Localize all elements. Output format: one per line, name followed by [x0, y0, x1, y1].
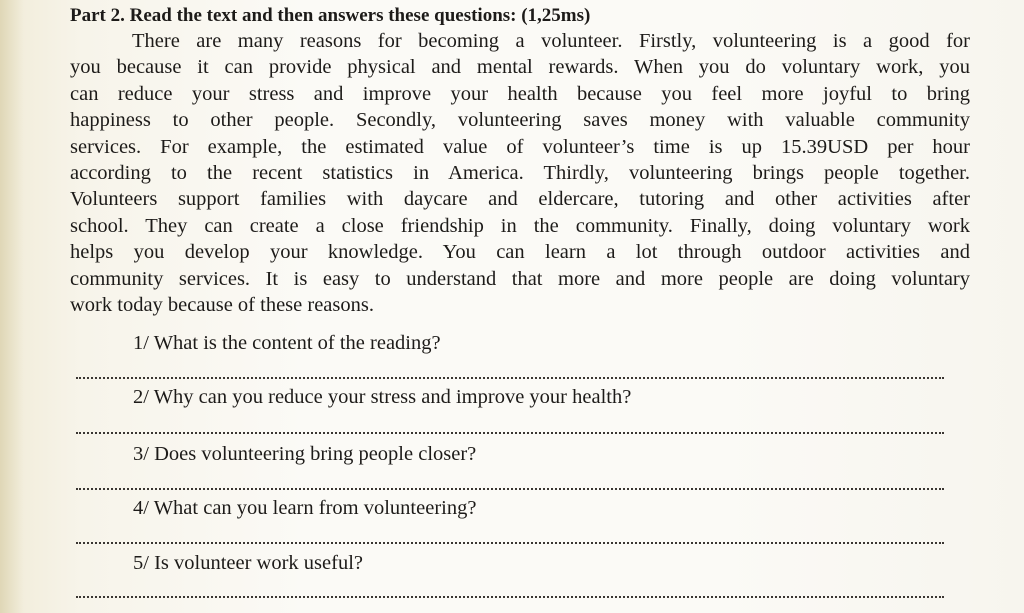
passage-line: Volunteers support families with daycare and eldercare, tutoring and other activities after: [70, 188, 970, 211]
passage-line: community services. It is easy to understand that more and more people are doing voluntary: [70, 267, 970, 290]
passage-line: helps you develop your knowledge. You can learn a lot through outdoor activities and: [70, 241, 970, 264]
passage-line: according to the recent statistics in America. Thirdly, volunteering brings people together.: [70, 162, 970, 185]
passage-line: happiness to other people. Secondly, volunteering saves money with valuable community: [70, 109, 970, 132]
question-1: 1/ What is the content of the reading?: [133, 332, 441, 354]
passage-line: work today because of these reasons.: [70, 294, 374, 317]
passage-line: can reduce your stress and improve your health because you feel more joyful to bring: [70, 82, 970, 105]
question-4: 4/ What can you learn from volunteering?: [133, 497, 477, 519]
page-edge-shadow: [0, 0, 24, 613]
answer-line-5[interactable]: [76, 596, 944, 598]
answer-line-3[interactable]: [76, 488, 944, 490]
question-3: 3/ Does volunteering bring people closer?: [133, 443, 477, 465]
question-5: 5/ Is volunteer work useful?: [133, 552, 363, 574]
passage-line: services. For example, the estimated value of volunteer’s time is up 15.39USD per hour: [70, 135, 970, 158]
reading-passage: [70, 28, 970, 318]
passage-line: you because it can provide physical and mental rewards. When you do voluntary work, you: [70, 56, 970, 79]
answer-line-1[interactable]: [76, 377, 944, 379]
answer-line-4[interactable]: [76, 542, 944, 544]
passage-line: There are many reasons for becoming a volunteer. Firstly, volunteering is a good for: [132, 30, 970, 52]
question-2: 2/ Why can you reduce your stress and improve your health?: [133, 386, 632, 408]
passage-line: school. They can create a close friendship in the community. Finally, doing voluntary work: [70, 214, 970, 237]
part-heading: Part 2. Read the text and then answers these questions: (1,25ms): [70, 5, 591, 26]
answer-line-2[interactable]: [76, 432, 944, 434]
